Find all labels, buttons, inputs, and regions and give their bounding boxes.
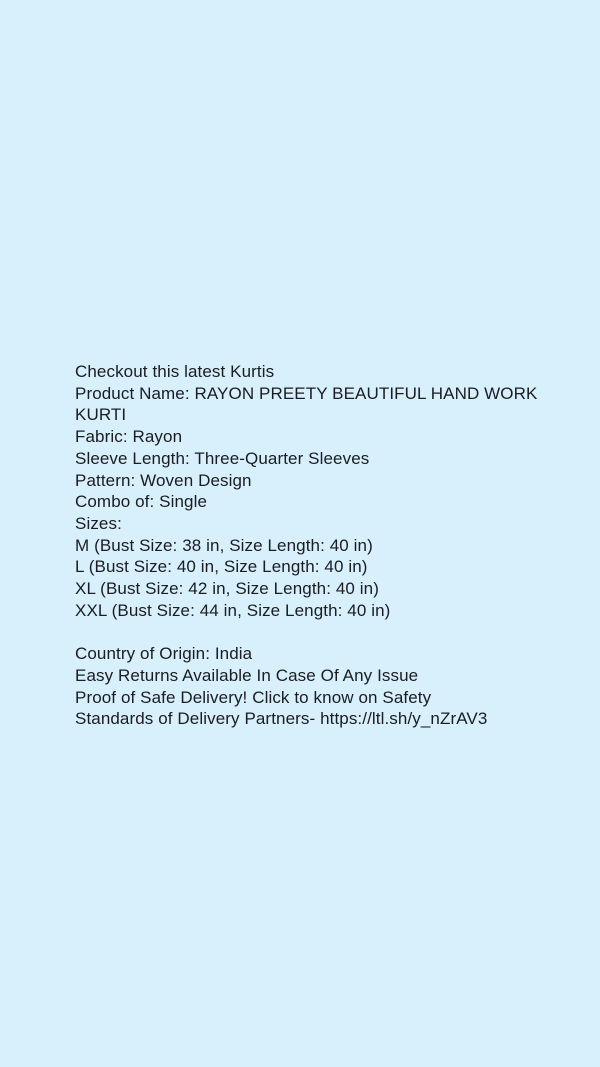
product-name-line-1: Product Name: RAYON PREETY BEAUTIFUL HAND WORK — [75, 383, 538, 403]
combo-line: Combo of: Single — [75, 492, 208, 512]
size-l-line: L (Bust Size: 40 in, Size Length: 40 in) — [75, 557, 368, 577]
product-name-line-2: KURTI — [75, 405, 127, 425]
blank-line — [75, 621, 543, 643]
safe-delivery-line-1: Proof of Safe Delivery! Click to know on Safety — [75, 687, 432, 707]
checkout-line: Checkout this latest Kurtis — [75, 362, 275, 381]
safe-delivery-line-2: Standards of Delivery Partners- https://ltl.sh/y_nZrAV3 — [75, 709, 488, 729]
country-of-origin-line: Country of Origin: India — [75, 644, 253, 664]
sleeve-length-line: Sleeve Length: Three-Quarter Sleeves — [75, 448, 370, 468]
pattern-line: Pattern: Woven Design — [75, 470, 252, 490]
fabric-line: Fabric: Rayon — [75, 427, 183, 447]
easy-returns-line: Easy Returns Available In Case Of Any Issue — [75, 665, 419, 685]
size-xl-line: XL (Bust Size: 42 in, Size Length: 40 in) — [75, 579, 379, 599]
size-xxl-line: XXL (Bust Size: 44 in, Size Length: 40 in) — [75, 600, 391, 620]
product-description-text — [75, 361, 543, 730]
sizes-heading: Sizes: — [75, 513, 122, 533]
size-m-line: M (Bust Size: 38 in, Size Length: 40 in) — [75, 535, 373, 555]
